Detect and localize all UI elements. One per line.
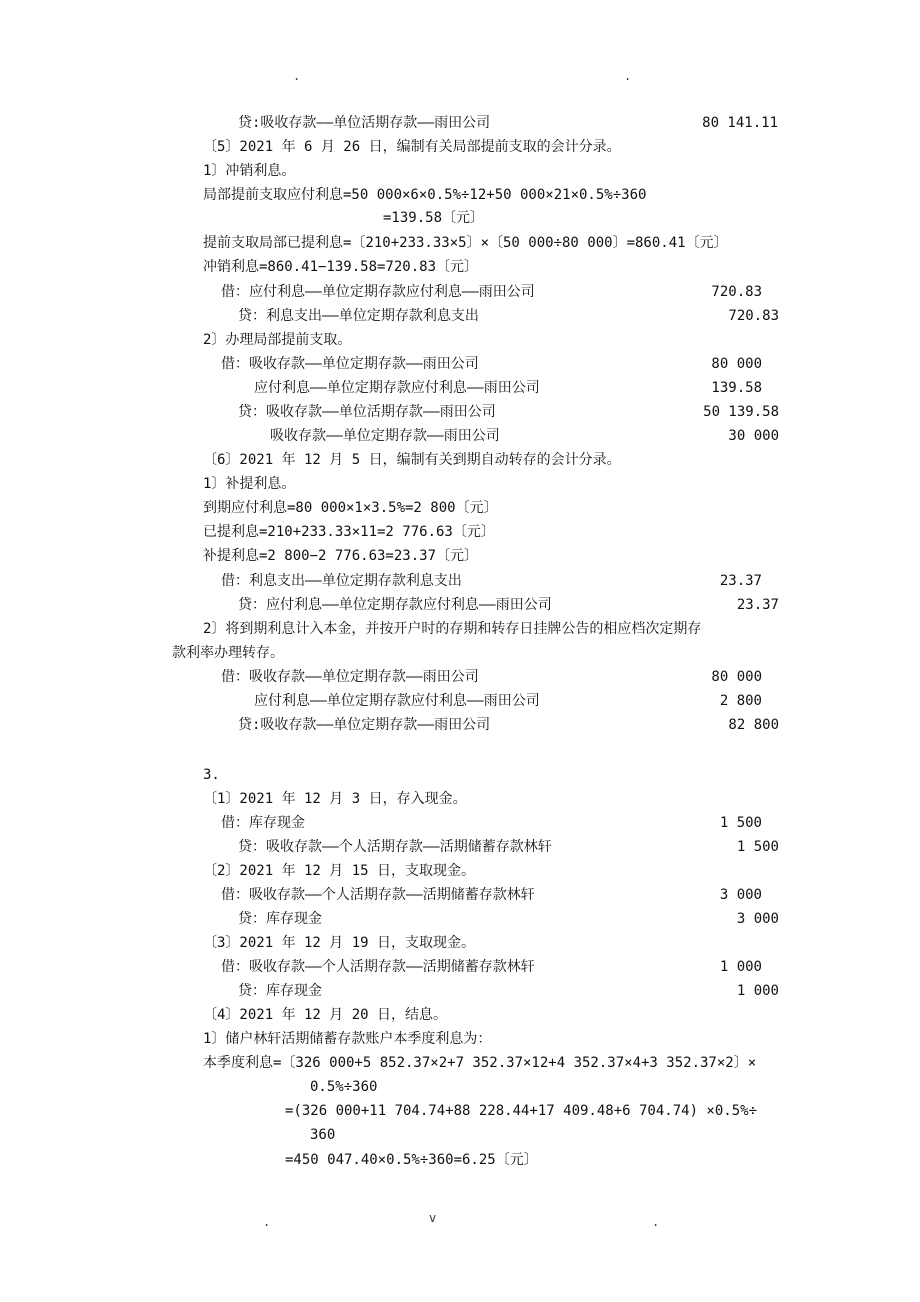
- entry-amount: 82 800: [728, 717, 779, 733]
- text-line: 〔1〕2021 年 12 月 3 日，存入现金。: [203, 791, 467, 807]
- text-line: 借：吸收存款——单位定期存款——雨田公司: [221, 669, 479, 685]
- entry-amount: 30 000: [728, 428, 779, 444]
- entry-amount: 139.58: [711, 380, 762, 396]
- entry-amount: 1 500: [736, 839, 779, 855]
- entry-amount: 1 000: [736, 983, 779, 999]
- text-line: 已提利息=210+233.33×11=2 776.63〔元〕: [203, 524, 495, 540]
- text-line: 贷：库存现金: [238, 911, 322, 927]
- text-line: 贷:吸收存款——单位活期存款——雨田公司: [238, 115, 491, 131]
- entry-amount: 80 000: [711, 356, 762, 372]
- text-line: 借：应付利息——单位定期存款应付利息——雨田公司: [221, 284, 535, 300]
- footer-dot-left: .: [263, 1215, 271, 1229]
- entry-amount: 3 000: [719, 887, 762, 903]
- text-line: 〔6〕2021 年 12 月 5 日，编制有关到期自动转存的会计分录。: [203, 452, 621, 468]
- text-line: 贷：吸收存款——单位活期存款——雨田公司: [238, 404, 496, 420]
- entry-amount: 50 139.58: [703, 404, 779, 420]
- text-line: 应付利息——单位定期存款应付利息——雨田公司: [254, 380, 540, 396]
- entry-amount: 1 000: [719, 959, 762, 975]
- entry-amount: 3 000: [736, 911, 779, 927]
- entry-amount: 23.37: [736, 597, 779, 613]
- text-line: 借：利息支出——单位定期存款利息支出: [221, 573, 462, 589]
- text-line: 1〕冲销利息。: [203, 163, 296, 179]
- footer-dot-right: .: [652, 1215, 660, 1229]
- text-line: 贷：应付利息——单位定期存款应付利息——雨田公司: [238, 597, 552, 613]
- text-line: 0.5%÷360: [310, 1079, 378, 1095]
- text-line: 吸收存款——单位定期存款——雨田公司: [270, 428, 500, 444]
- text-line: 冲销利息=860.41−139.58=720.83〔元〕: [203, 259, 479, 275]
- text-line: 借：吸收存款——个人活期存款——活期储蓄存款林轩: [221, 959, 535, 975]
- text-line: 借：吸收存款——单位定期存款——雨田公司: [221, 356, 479, 372]
- text-line: =139.58〔元〕: [383, 210, 485, 226]
- text-line: 局部提前支取应付利息=50 000×6×0.5%÷12+50 000×21×0.5%÷360: [203, 187, 647, 203]
- text-line: =450 047.40×0.5%÷360=6.25〔元〕: [285, 1152, 538, 1168]
- text-line: 3.: [203, 767, 220, 783]
- text-line: 〔5〕2021 年 6 月 26 日，编制有关局部提前支取的会计分录。: [203, 139, 621, 155]
- entry-amount: 1 500: [719, 815, 762, 831]
- text-line: 贷：库存现金: [238, 983, 322, 999]
- text-line: 应付利息——单位定期存款应付利息——雨田公司: [254, 693, 540, 709]
- text-line: 1〕储户林轩活期储蓄存款账户本季度利息为：: [203, 1031, 492, 1047]
- text-line: 借：库存现金: [221, 815, 305, 831]
- entry-amount: 720.83: [728, 308, 779, 324]
- page-number: v: [429, 1211, 437, 1225]
- text-line: 2〕办理局部提前支取。: [203, 332, 352, 348]
- entry-amount: 80 141.11: [702, 115, 778, 131]
- text-line: 2〕将到期利息计入本金，并按开户时的存期和转存日挂牌公告的相应档次定期存: [203, 621, 702, 637]
- text-line: 贷：利息支出——单位定期存款利息支出: [238, 308, 479, 324]
- text-line: 〔3〕2021 年 12 月 19 日，支取现金。: [203, 935, 476, 951]
- entry-amount: 23.37: [719, 573, 762, 589]
- text-line: 贷：吸收存款——个人活期存款——活期储蓄存款林轩: [238, 839, 552, 855]
- text-line: 1〕补提利息。: [203, 476, 296, 492]
- text-line: 款利率办理转存。: [172, 645, 284, 661]
- text-line: 借：吸收存款——个人活期存款——活期储蓄存款林轩: [221, 887, 535, 903]
- text-line: 360: [310, 1127, 336, 1143]
- text-line: =(326 000+11 704.74+88 228.44+17 409.48+6 704.74) ×0.5%÷: [285, 1103, 758, 1119]
- text-line: 〔4〕2021 年 12 月 20 日，结息。: [203, 1007, 448, 1023]
- header-dot-right: .: [624, 69, 632, 83]
- header-dot-left: .: [293, 69, 301, 83]
- entry-amount: 720.83: [711, 284, 762, 300]
- text-line: 到期应付利息=80 000×1×3.5%=2 800〔元〕: [203, 500, 498, 516]
- text-line: 补提利息=2 800−2 776.63=23.37〔元〕: [203, 548, 479, 564]
- text-line: 贷:吸收存款——单位定期存款——雨田公司: [238, 717, 491, 733]
- text-line: 本季度利息=〔326 000+5 852.37×2+7 352.37×12+4 352.37×4+3 352.37×2〕×: [203, 1055, 757, 1071]
- text-line: 〔2〕2021 年 12 月 15 日，支取现金。: [203, 863, 476, 879]
- entry-amount: 80 000: [711, 669, 762, 685]
- text-line: 提前支取局部已提利息=〔210+233.33×5〕×〔50 000÷80 000〕=860.41〔元〕: [203, 235, 728, 251]
- entry-amount: 2 800: [719, 693, 762, 709]
